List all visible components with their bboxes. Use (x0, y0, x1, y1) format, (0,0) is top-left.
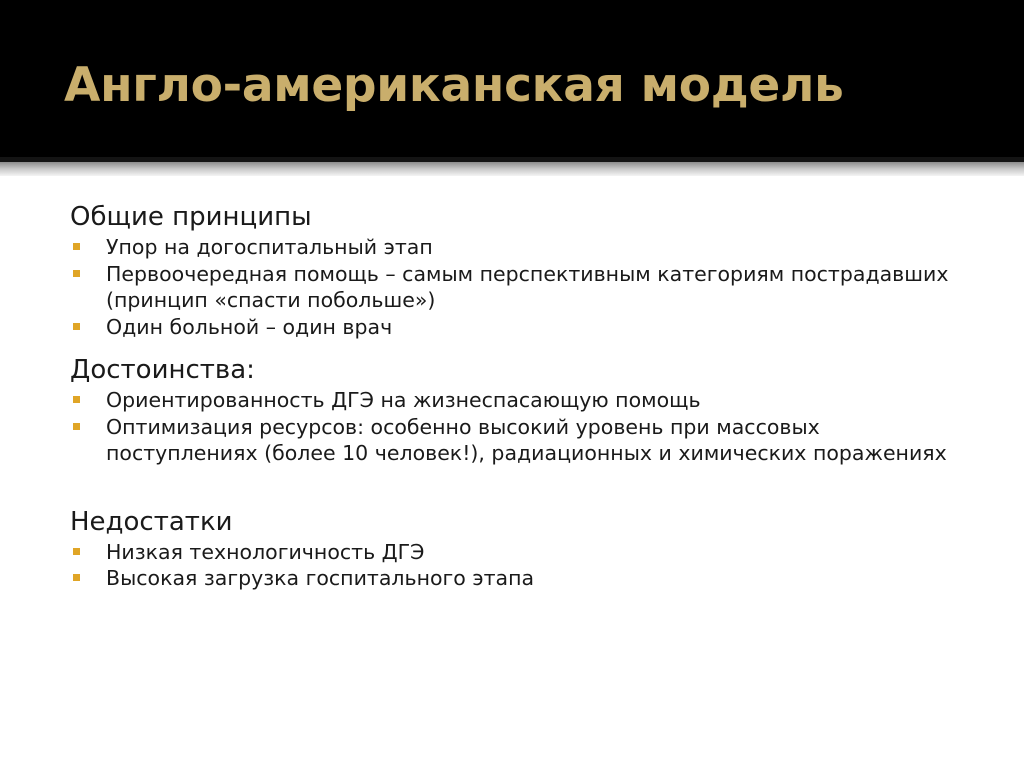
section-disadvantages (70, 505, 970, 592)
bullet-text: Низкая технологичность ДГЭ (106, 539, 425, 564)
section-heading: Достоинства: (70, 355, 255, 385)
bullet-item (70, 387, 970, 414)
bullet-item (70, 261, 970, 314)
title-separator-gradient (0, 162, 1024, 176)
title-bar (0, 0, 1024, 157)
square-bullet-icon (73, 423, 80, 430)
square-bullet-icon (73, 243, 80, 250)
bullet-list (70, 387, 970, 467)
section-advantages (70, 353, 970, 467)
bullet-text: Первоочередная помощь – самым перспективным категориям пострадавших (принцип «спасти побольше») (106, 261, 949, 312)
section-heading: Недостатки (70, 506, 233, 537)
bullet-item (70, 234, 970, 261)
bullet-item (70, 414, 970, 467)
bullet-text: Упор на догоспитальный этап (106, 235, 433, 259)
square-bullet-icon (73, 574, 80, 581)
bullet-text: Ориентированность ДГЭ на жизнеспасающую помощь (106, 388, 701, 412)
section-heading: Общие принципы (70, 202, 312, 232)
bullet-text: Оптимизация ресурсов: особенно высокий уровень при массовых поступлениях (более 10 человек!), радиационных и химических поражениях (106, 414, 947, 465)
square-bullet-icon (73, 396, 80, 403)
bullet-text: Высокая загрузка госпитального этапа (106, 566, 535, 590)
bullet-list (70, 234, 970, 340)
bullet-item (70, 314, 970, 341)
bullet-text: Один больной – один врач (106, 314, 393, 339)
square-bullet-icon (73, 270, 80, 277)
square-bullet-icon (73, 323, 80, 330)
bullet-list (70, 539, 970, 592)
square-bullet-icon (73, 548, 80, 555)
section-general-principles (70, 200, 970, 340)
slide-title: Англо-американская модель (64, 58, 844, 113)
bullet-item (70, 565, 970, 592)
bullet-item (70, 539, 970, 566)
slide-content (70, 200, 970, 592)
